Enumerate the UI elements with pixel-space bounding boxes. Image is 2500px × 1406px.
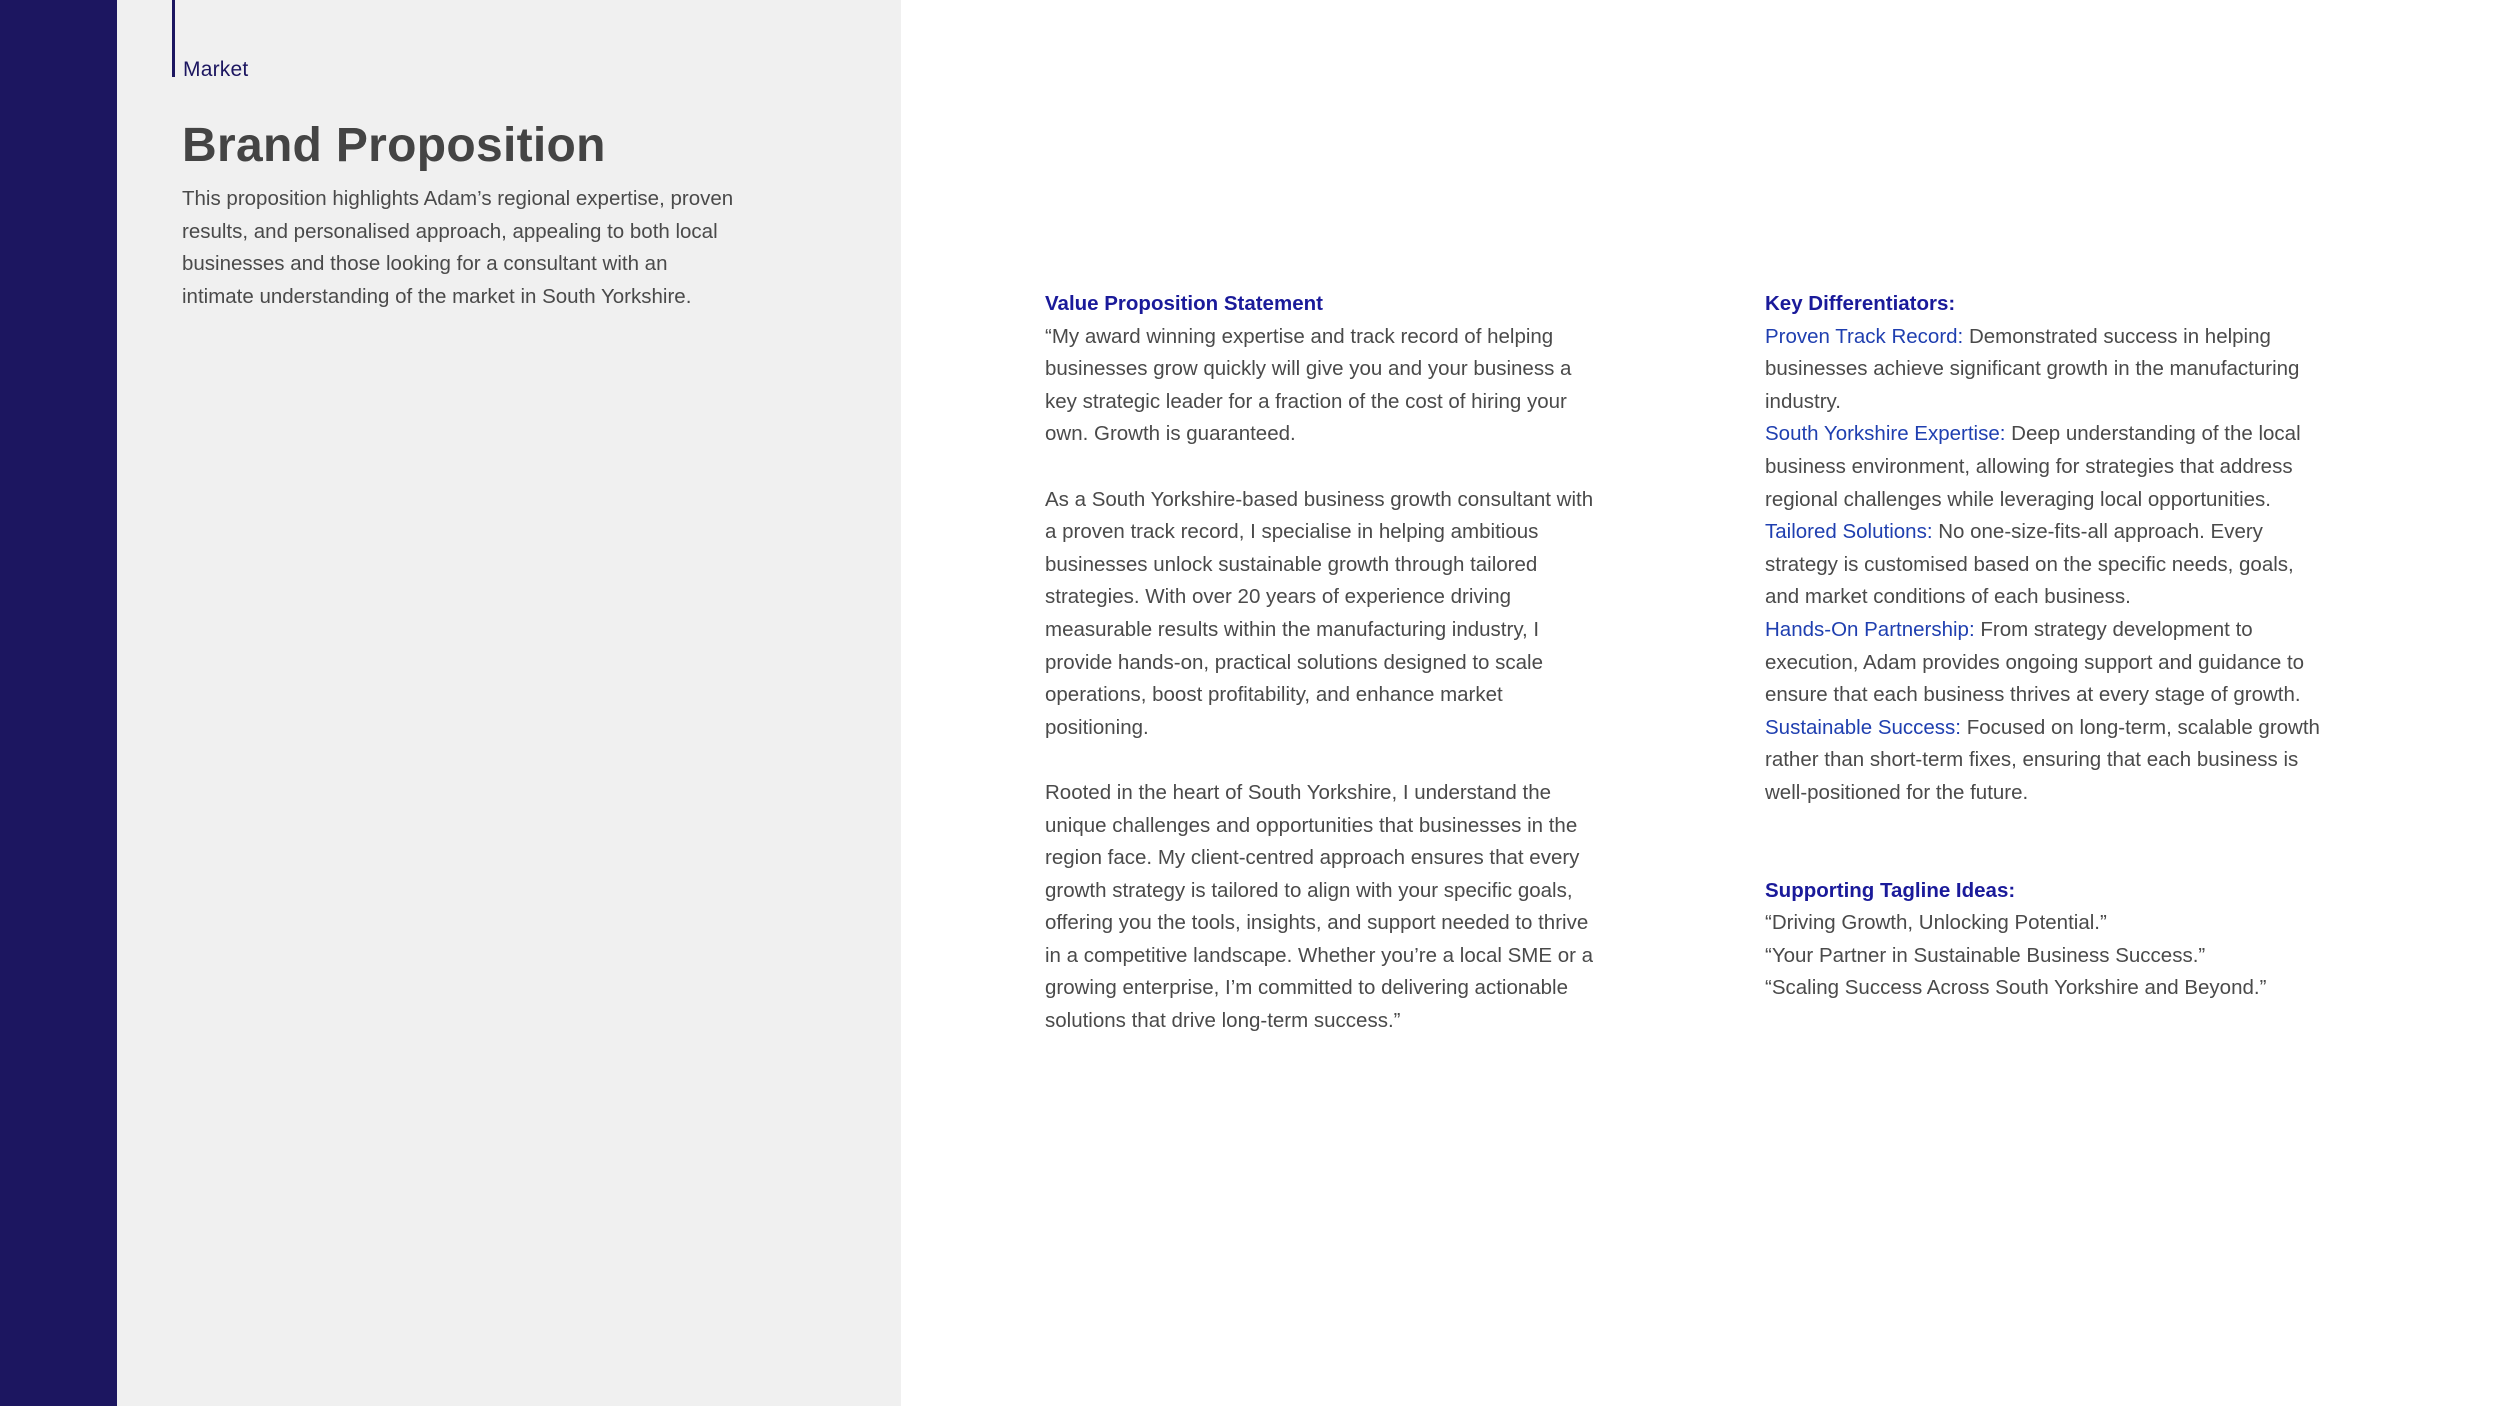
differentiator-item bbox=[1765, 712, 2325, 810]
value-proposition-paragraph-1: “My award winning expertise and track record of helping businesses grow quickly will give you and your business a key strategic leader for a fraction of the cost of hiring your own. Growth is guaranteed. bbox=[1045, 324, 1572, 446]
value-proposition-heading: Value Proposition Statement bbox=[1045, 292, 1323, 315]
differentiator-label: Tailored Solutions: bbox=[1765, 520, 1933, 544]
differentiator-item bbox=[1765, 418, 2325, 516]
differentiator-label: Sustainable Success: bbox=[1765, 715, 1962, 739]
differentiator-label: South Yorkshire Expertise: bbox=[1765, 422, 2006, 446]
value-proposition-column bbox=[1045, 288, 1605, 1038]
tagline-item: “Scaling Success Across South Yorkshire and Beyond.” bbox=[1765, 976, 2267, 1000]
page-title: Brand Proposition bbox=[182, 119, 606, 172]
differentiator-label: Proven Track Record: bbox=[1765, 324, 1964, 348]
taglines-section bbox=[1765, 875, 2325, 1005]
value-proposition-paragraph-3: Rooted in the heart of South Yorkshire, I understand the unique challenges and opportunities that businesses in the region face. My client-centred approach ensures that every growth strategy is tailored to align with your specific goals, offering you the tools, insights, and support needed to thrive in a competitive landscape. Whether you’re a local SME or a growing enterprise, I’m committed to delivering actionable solutions that drive long-term success.” bbox=[1045, 780, 1594, 1033]
section-marker-line bbox=[172, 0, 175, 77]
taglines-heading: Supporting Tagline Ideas: bbox=[1765, 878, 2016, 902]
differentiator-item bbox=[1765, 614, 2325, 712]
differentiator-text: Deep understanding of the local business environment, allowing for strategies that address regional challenges while leveraging local opportunities. bbox=[1765, 422, 2301, 511]
sidebar-color-band bbox=[0, 0, 117, 1406]
differentiator-text: No one-size-fits-all approach. Every strategy is customised based on the specific needs, goals, and market conditions of each business. bbox=[1765, 520, 2294, 609]
tagline-item: “Driving Growth, Unlocking Potential.” bbox=[1765, 911, 2107, 935]
value-proposition-paragraph-2: As a South Yorkshire-based business growth consultant with a proven track record, I specialise in helping ambitious businesses unlock sustainable growth through tailored strategies. With over 20 years of experience driving measurable results within the manufacturing industry, I provide hands-on, practical solutions designed to scale operations, boost profitability, and enhance market positioning. bbox=[1045, 487, 1594, 739]
differentiator-text: Demonstrated success in helping businesses achieve significant growth in the manufacturing industry. bbox=[1765, 324, 2300, 413]
differentiators-column bbox=[1765, 288, 2325, 1005]
differentiator-text: From strategy development to execution, Adam provides ongoing support and guidance to ensure that each business thrives at every stage of growth. bbox=[1765, 617, 2305, 707]
differentiator-label: Hands-On Partnership: bbox=[1765, 617, 1975, 641]
differentiators-heading: Key Differentiators: bbox=[1765, 292, 1956, 315]
differentiator-text: Focused on long-term, scalable growth rather than short-term fixes, ensuring that each business is well-positioned for the future. bbox=[1765, 715, 2320, 804]
differentiator-item bbox=[1765, 516, 2325, 614]
differentiator-item bbox=[1765, 321, 2325, 419]
tagline-item: “Your Partner in Sustainable Business Success.” bbox=[1765, 943, 2206, 967]
intro-text: This proposition highlights Adam’s regional expertise, proven results, and personalised approach, appealing to both local businesses and those looking for a consultant with an intimate understanding of the market in South Yorkshire. bbox=[182, 187, 734, 308]
section-label: Market bbox=[183, 58, 249, 81]
